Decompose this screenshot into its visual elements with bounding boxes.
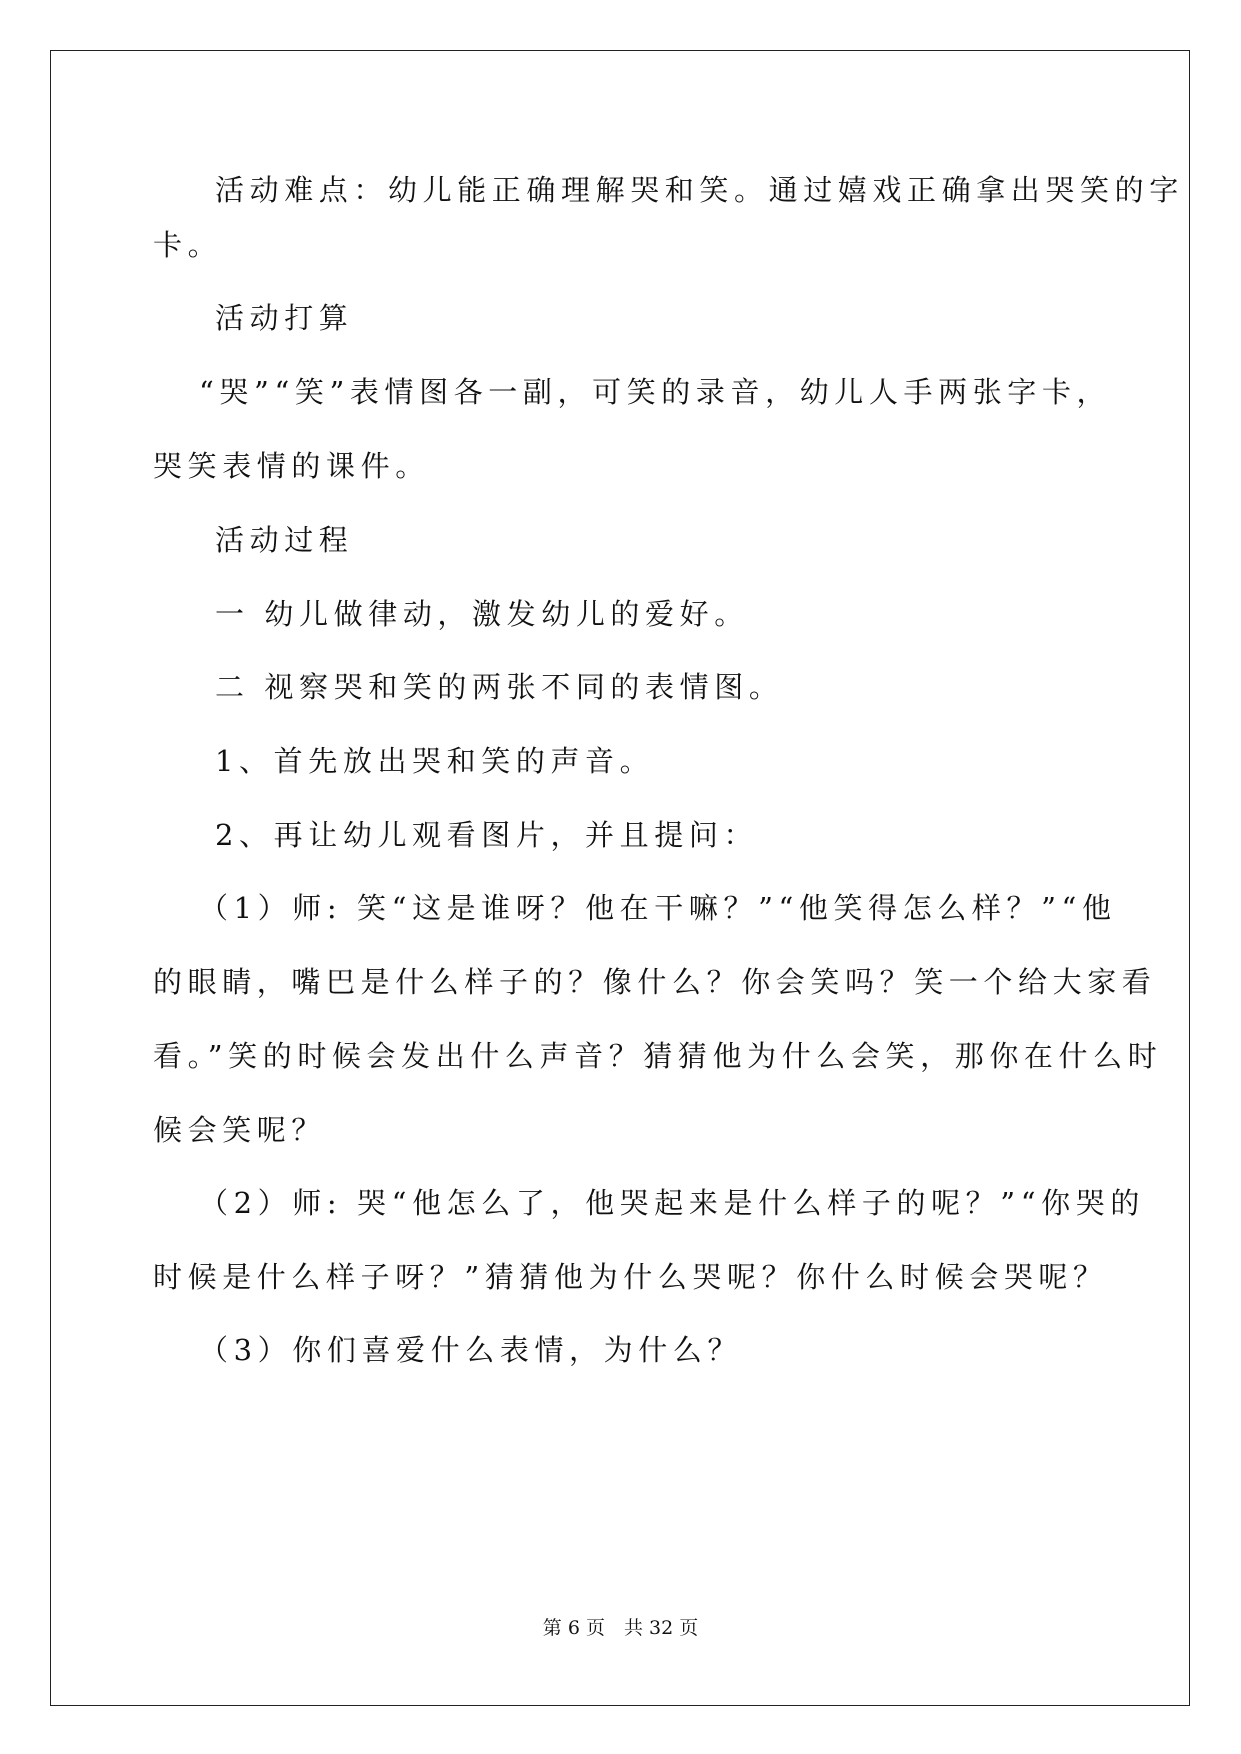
text-line: （1）师: 笑“这是谁呀？他在干嘛？”“他笑得怎么样？”“他 [199, 891, 1117, 925]
text-line: 一 幼儿做律动，激发幼儿的爱好。 [215, 597, 749, 631]
text-line: 卡。 [153, 228, 223, 262]
text-line: 看。”笑的时候会发出什么声音？猜猜他为什么会笑，那你在什么时 [153, 1039, 1163, 1073]
text-line: 哭笑表情的课件。 [153, 449, 430, 483]
text-line: （3）你们喜爱什么表情，为什么？ [199, 1333, 743, 1367]
text-line: 1、首先放出哭和笑的声音。 [215, 744, 655, 778]
text-line: 二 视察哭和笑的两张不同的表情图。 [215, 670, 784, 704]
text-line: 的眼睛，嘴巴是什么样子的？像什么？你会笑吗？笑一个给大家看 [153, 965, 1157, 999]
text-line: 活动过程 [215, 523, 354, 557]
text-line: 活动难点：幼儿能正确理解哭和笑。通过嬉戏正确拿出哭笑的字 [215, 173, 1184, 207]
text-line: “哭”“笑”表情图各一副，可笑的录音，幼儿人手两张字卡， [199, 375, 1112, 409]
text-line: （2）师: 哭“他怎么了，他哭起来是什么样子的呢？”“你哭的 [199, 1186, 1145, 1220]
text-line: 2、再让幼儿观看图片，并且提问： [215, 818, 759, 852]
page-number-footer: 第 6 页 共 32 页 [542, 1617, 699, 1639]
text-line: 活动打算 [215, 301, 354, 335]
text-line: 候会笑呢？ [153, 1113, 327, 1147]
text-line: 时候是什么样子呀？”猜猜他为什么哭呢？你什么时候会哭呢？ [153, 1260, 1108, 1294]
